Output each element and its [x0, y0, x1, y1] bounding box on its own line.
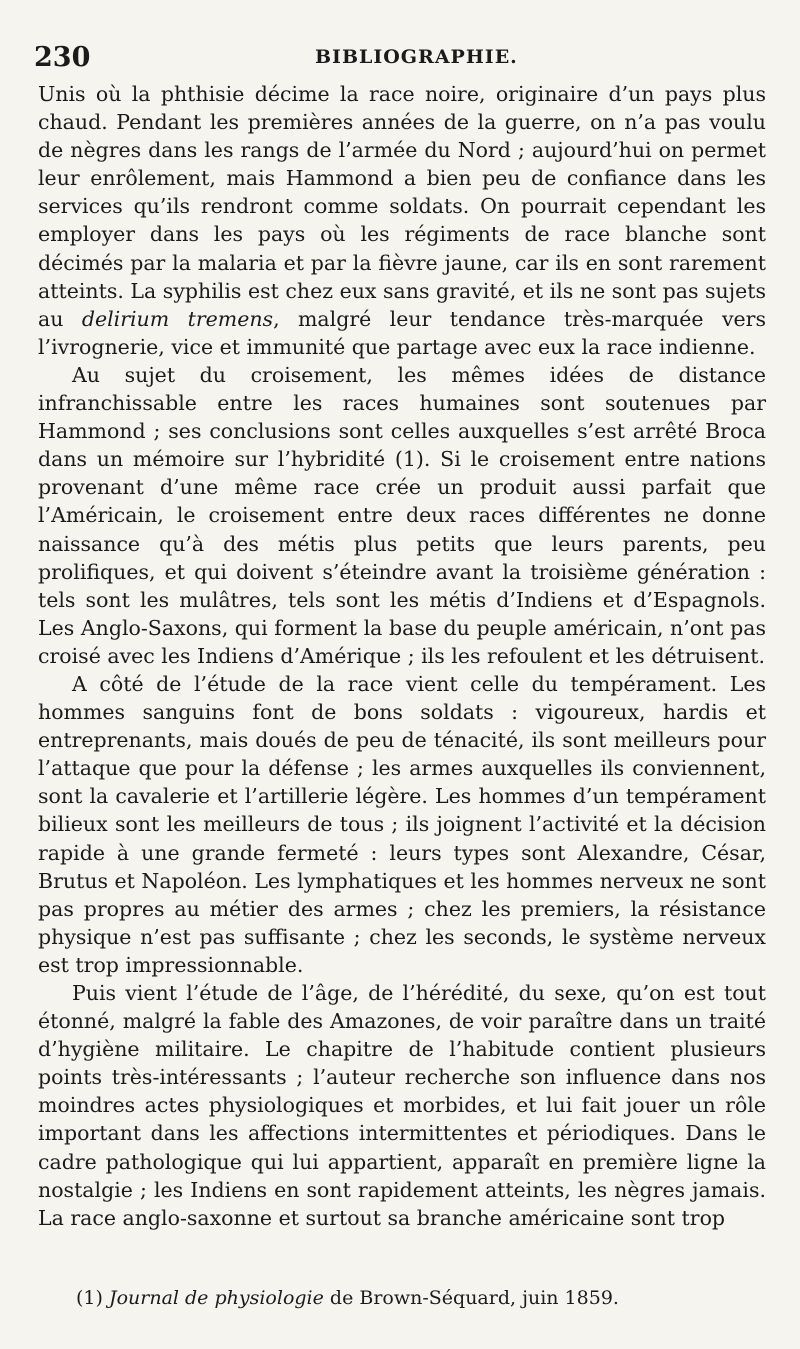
italic-term: delirium tremens	[81, 306, 274, 331]
paragraph-4: Puis vient l’étude de l’âge, de l’hérédité, du sexe, qu’on est tout étonné, malgré la fable des Amazones, de voir paraître dans un traité d’hygiène militaire. Le chapitre de l’habitude contient plusieurs points très-intéressants ; l’auteur recherche son influence dans nos moindres actes physiologiques et morbides, et lui fait jouer un rôle important dans les affections intermittentes et périodiques. Dans le cadre pathologique qui lui appartient, apparaît en première ligne la nostalgie ; les Indiens en sont rapidement atteints, les nègres jamais. La race anglo-saxonne et surtout sa branche américaine sont trop	[38, 981, 766, 1230]
paragraph-1-text: Unis où la phthisie décime la race noire, originaire d’un pays plus chaud. Pendant les premières années de la guerre, on n’a pas voulu de nègres dans les rangs de l’armée du Nord ; aujourd’hui on permet leur enrôlement, mais Hammond a bien peu de confiance dans les services qu’ils rendront comme soldats. On pourrait cependant les employer dans les pays où les régiments de race blanche sont décimés par la malaria et par la fièvre jaune, car ils en sont rarement atteints. La syphilis est chez eux sans gravité, et ils ne sont pas sujets au	[38, 82, 766, 331]
footnote	[76, 1285, 766, 1311]
body-text	[38, 80, 766, 1232]
paragraph-2: Au sujet du croisement, les mêmes idées de distance infranchissable entre les races humaines sont soutenues par Hammond ; ses conclusions sont celles auxquelles s’est arrêté Broca dans un mémoire sur l’hybridité (1). Si le croisement entre nations provenant d’une même race crée un produit aussi parfait que l’Américain, le croisement entre deux races différentes ne donne naissance qu’à des métis plus petits que leurs parents, peu prolifiques, et qui doivent s’éteindre avant la troisième génération : tels sont les mulâtres, tels sont les métis d’Indiens et d’Espagnols. Les Anglo-Saxons, qui forment la base du peuple américain, n’ont pas croisé avec les Indiens d’Amérique ; ils les refoulent et les détruisent.	[38, 362, 766, 668]
running-title: BIBLIOGRAPHIE.	[315, 46, 518, 68]
paragraph-1-end: , malgré leur tendance très-marquée vers l’ivrognerie, vice et immunité que partage avec eux la race indienne.	[38, 306, 766, 359]
page-header	[34, 42, 764, 76]
paragraph-3: A côté de l’étude de la race vient celle du tempérament. Les hommes sanguins font de bons soldats : vigoureux, hardis et entreprenants, mais doués de peu de ténacité, ils sont meilleurs pour l’attaque que pour la défense ; les armes auxquelles ils conviennent, sont la cavalerie et l’artillerie légère. Les hommes d’un tempérament bilieux sont les meilleurs de tous ; ils joignent l’activité et la décision rapide à une grande fermeté : leurs types sont Alexandre, César, Brutus et Napoléon. Les lymphatiques et les hommes nerveux ne sont pas propres au métier des armes ; chez les premiers, la résistance physique n’est pas suffisante ; chez les seconds, le système nerveux est trop impressionnable.	[38, 671, 767, 977]
footnote-marker: (1)	[76, 1287, 103, 1309]
page-number: 230	[34, 42, 91, 73]
footnote-journal: Journal de physiologie	[108, 1287, 324, 1309]
paragraph-1	[38, 80, 766, 361]
footnote-rest: de Brown-Séquard, juin 1859.	[323, 1287, 619, 1309]
